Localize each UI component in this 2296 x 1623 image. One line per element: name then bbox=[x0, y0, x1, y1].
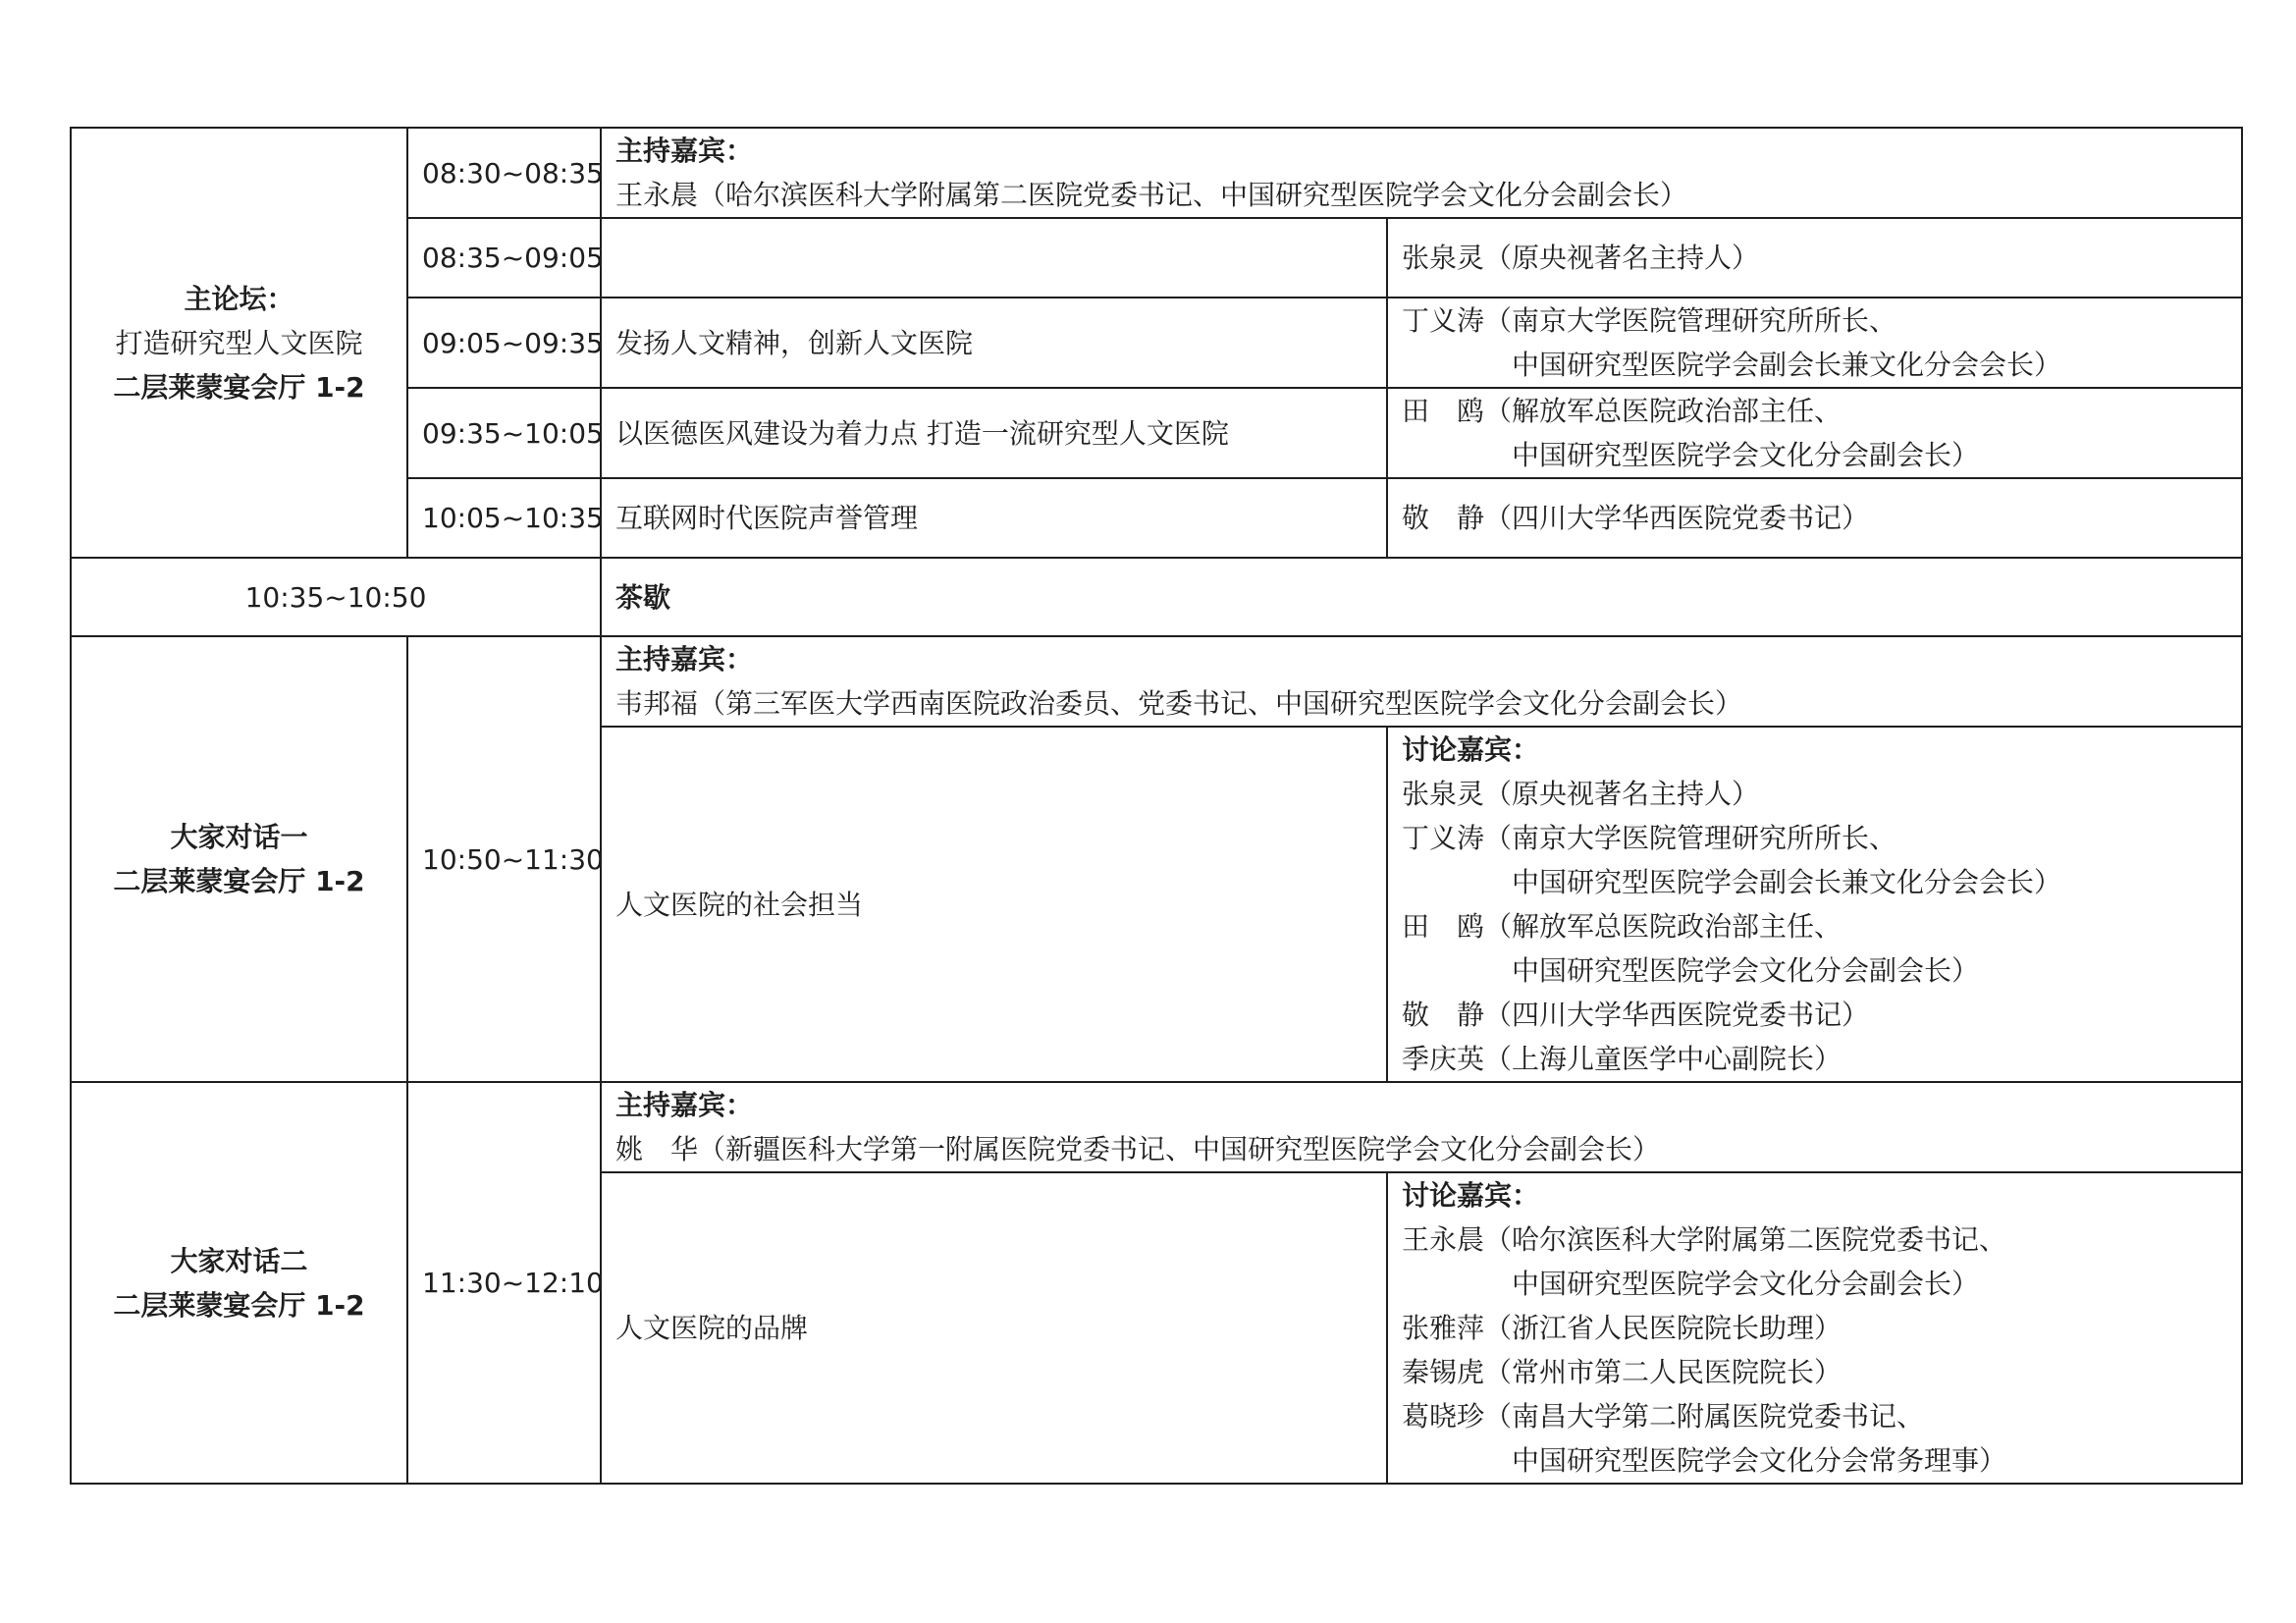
venue-room: 二层莱蒙宴会厅 1-2 bbox=[113, 1288, 365, 1322]
time-cell: 09:35~10:05 bbox=[407, 388, 601, 478]
speaker-cell bbox=[1387, 218, 2242, 298]
topic-cell: 人文医院的品牌 bbox=[601, 1172, 1387, 1484]
speaker-name: 敬 静 bbox=[1402, 502, 1485, 534]
panelist-affiliation: （原央视著名主持人） bbox=[1484, 778, 1760, 810]
speaker-affiliation: （四川大学华西医院党委书记） bbox=[1484, 502, 1870, 534]
panelist-line bbox=[1402, 1037, 2227, 1081]
schedule-table bbox=[70, 127, 2243, 1485]
venue-title: 大家对话二 bbox=[170, 1244, 308, 1277]
panelist-line bbox=[1402, 1394, 2227, 1438]
venue-room: 二层莱蒙宴会厅 1-2 bbox=[113, 865, 365, 897]
panelist-line bbox=[1402, 1306, 2227, 1350]
table-row bbox=[71, 128, 2242, 218]
speaker-cell bbox=[1387, 298, 2242, 388]
panelist-name: 王永晨 bbox=[1402, 1223, 1485, 1256]
panel-cell bbox=[1387, 1172, 2242, 1484]
panelist-line bbox=[1402, 1350, 2227, 1394]
time-cell: 09:05~09:35 bbox=[407, 298, 601, 388]
host-text: 姚 华（新疆医科大学第一附属医院党委书记、中国研究型医院学会文化分会副会长） bbox=[615, 1133, 1661, 1165]
speaker-affiliation: （原央视著名主持人） bbox=[1484, 242, 1760, 274]
panelist-name: 丁义涛 bbox=[1402, 822, 1485, 854]
venue-subtitle: 打造研究型人文医院 bbox=[115, 326, 363, 359]
venue-title: 大家对话一 bbox=[170, 821, 308, 853]
speaker-cell bbox=[1387, 388, 2242, 478]
time-cell: 10:05~10:35 bbox=[407, 478, 601, 558]
panel-cell bbox=[1387, 727, 2242, 1082]
speaker-affiliation: （南京大学医院管理研究所所长、 bbox=[1484, 304, 1897, 337]
panelist-affiliation-cont: 中国研究型医院学会副会长兼文化分会会长） bbox=[1512, 866, 2062, 898]
venue-room: 二层莱蒙宴会厅 1-2 bbox=[113, 370, 365, 404]
host-label: 主持嘉宾： bbox=[615, 643, 754, 676]
topic-cell: 发扬人文精神，创新人文医院 bbox=[601, 298, 1387, 388]
speaker-affiliation: （解放军总医院政治部主任、 bbox=[1484, 395, 1842, 427]
panelist-line bbox=[1402, 1217, 2227, 1262]
panelist-affiliation: （解放军总医院政治部主任、 bbox=[1484, 910, 1842, 943]
speaker-name: 张泉灵 bbox=[1402, 242, 1485, 274]
panelist-name: 敬 静 bbox=[1402, 999, 1485, 1031]
table-row bbox=[71, 1082, 2242, 1172]
panelist-affiliation-cont: 中国研究型医院学会文化分会副会长） bbox=[1512, 954, 1980, 987]
speaker-cell bbox=[1387, 478, 2242, 558]
speaker-line bbox=[1402, 236, 2227, 280]
panelist-name: 季庆英 bbox=[1402, 1043, 1485, 1075]
speaker-line bbox=[1402, 298, 2227, 343]
break-label: 茶歇 bbox=[601, 558, 2242, 636]
topic-cell: 人文医院的社会担当 bbox=[601, 727, 1387, 1082]
panel-label: 讨论嘉宾： bbox=[1402, 1179, 1540, 1212]
time-cell: 11:30~12:10 bbox=[407, 1082, 601, 1484]
time-cell: 10:50~11:30 bbox=[407, 636, 601, 1082]
venue-cell bbox=[71, 128, 407, 558]
panelist-name: 秦锡虎 bbox=[1402, 1356, 1485, 1388]
panelist-affiliation: （浙江省人民医院院长助理） bbox=[1484, 1312, 1842, 1344]
venue-cell bbox=[71, 636, 407, 1082]
venue-title: 主论坛： bbox=[184, 282, 294, 315]
host-text: 韦邦福（第三军医大学西南医院政治委员、党委书记、中国研究型医院学会文化分会副会长） bbox=[615, 687, 1743, 720]
time-cell: 08:35~09:05 bbox=[407, 218, 601, 298]
break-time: 10:35~10:50 bbox=[71, 558, 601, 636]
panelist-affiliation: （上海儿童医学中心副院长） bbox=[1484, 1043, 1842, 1075]
speaker-affiliation-cont: 中国研究型医院学会副会长兼文化分会会长） bbox=[1512, 349, 2062, 381]
panelist-affiliation: （南昌大学第二附属医院党委书记、 bbox=[1484, 1400, 1925, 1433]
host-text: 王永晨（哈尔滨医科大学附属第二医院党委书记、中国研究型医院学会文化分会副会长） bbox=[615, 179, 1688, 211]
speaker-line bbox=[1402, 496, 2227, 540]
panelist-affiliation-cont: 中国研究型医院学会文化分会常务理事） bbox=[1512, 1444, 2007, 1477]
venue-cell bbox=[71, 1082, 407, 1484]
topic-cell bbox=[601, 218, 1387, 298]
panelist-affiliation: （四川大学华西医院党委书记） bbox=[1484, 999, 1870, 1031]
time-cell: 08:30~08:35 bbox=[407, 128, 601, 218]
panelist-affiliation: （常州市第二人民医院院长） bbox=[1484, 1356, 1842, 1388]
panelist-line bbox=[1402, 772, 2227, 816]
panelist-name: 张泉灵 bbox=[1402, 778, 1485, 810]
panelist-line bbox=[1402, 993, 2227, 1037]
host-label: 主持嘉宾： bbox=[615, 135, 754, 167]
panelist-line bbox=[1402, 904, 2227, 948]
table-row bbox=[71, 636, 2242, 727]
host-cell bbox=[601, 636, 2242, 727]
topic-cell: 以医德医风建设为着力点 打造一流研究型人文医院 bbox=[601, 388, 1387, 478]
host-cell bbox=[601, 1082, 2242, 1172]
panelist-line bbox=[1402, 816, 2227, 860]
speaker-name: 田 鸥 bbox=[1402, 395, 1485, 427]
panelist-affiliation: （哈尔滨医科大学附属第二医院党委书记、 bbox=[1484, 1223, 2007, 1256]
panelist-affiliation-cont: 中国研究型医院学会文化分会副会长） bbox=[1512, 1268, 1980, 1300]
panelist-name: 葛晓珍 bbox=[1402, 1400, 1485, 1433]
speaker-affiliation-cont: 中国研究型医院学会文化分会副会长） bbox=[1512, 439, 1980, 471]
panelist-affiliation: （南京大学医院管理研究所所长、 bbox=[1484, 822, 1897, 854]
topic-cell: 互联网时代医院声誉管理 bbox=[601, 478, 1387, 558]
host-label: 主持嘉宾： bbox=[615, 1089, 754, 1121]
panelist-name: 田 鸥 bbox=[1402, 910, 1485, 943]
speaker-line bbox=[1402, 389, 2227, 433]
panelist-name: 张雅萍 bbox=[1402, 1312, 1485, 1344]
host-cell bbox=[601, 128, 2242, 218]
speaker-name: 丁义涛 bbox=[1402, 304, 1485, 337]
panel-label: 讨论嘉宾： bbox=[1402, 733, 1540, 766]
break-row bbox=[71, 558, 2242, 636]
